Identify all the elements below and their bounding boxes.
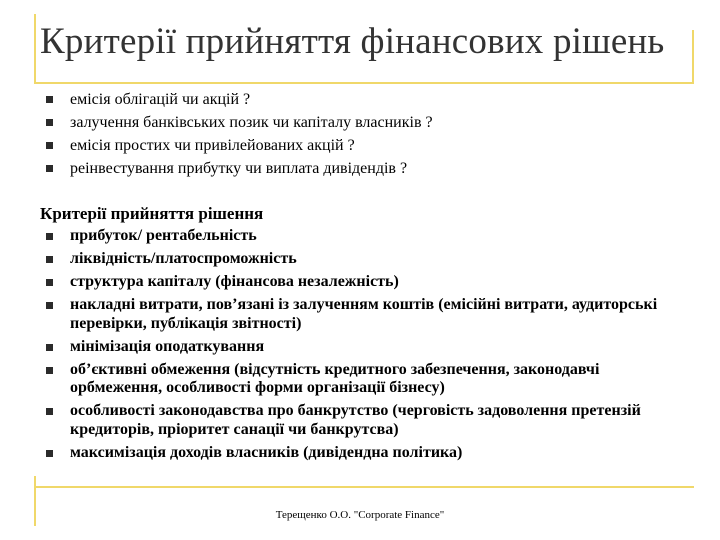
square-bullet-icon	[46, 367, 53, 374]
list-item	[46, 296, 680, 333]
list-item	[46, 250, 680, 269]
frame-line-bottom-horizontal	[34, 486, 694, 488]
frame-line-right	[692, 30, 694, 84]
list-item	[46, 157, 433, 180]
questions-list	[46, 88, 433, 180]
list-item	[46, 111, 433, 134]
criterion-text: мінімізація оподаткування	[70, 337, 265, 355]
frame-line-vertical	[34, 14, 36, 84]
square-bullet-icon	[46, 450, 53, 457]
list-item	[46, 273, 680, 292]
criterion-text: накладні витрати, пов’язані із залученням коштів (емісійні витрати, аудиторські перевірки, публікація звітності)	[70, 296, 658, 332]
list-item	[46, 361, 680, 398]
page-title: Критерії прийняття фінансових рішень	[40, 21, 665, 62]
square-bullet-icon	[46, 165, 53, 172]
question-text: емісія простих чи привілейованих акцій ?	[70, 137, 355, 154]
question-text: реінвестування прибутку чи виплата дивідендів ?	[70, 160, 408, 177]
list-item	[46, 444, 680, 463]
square-bullet-icon	[46, 96, 53, 103]
criteria-heading: Критерії прийняття рішення	[40, 204, 264, 223]
question-text: залучення банківських позик чи капіталу власників ?	[70, 114, 433, 131]
criterion-text: структура капіталу (фінансова незалежність)	[70, 273, 399, 290]
criterion-text: об’єктивні обмеження (відсутність кредитного забезпечення, законодавчі орбмеження, особливості форми організації бізнесу)	[70, 360, 600, 396]
square-bullet-icon	[46, 302, 53, 309]
square-bullet-icon	[46, 408, 53, 415]
criterion-text: ліквідність/платоспроможність	[70, 250, 297, 267]
criterion-text: максимізація доходів власників (дивідендна політика)	[70, 443, 463, 461]
list-item	[46, 134, 433, 157]
criteria-list	[46, 227, 680, 467]
square-bullet-icon	[46, 256, 53, 263]
list-item	[46, 402, 680, 439]
footer-credit: Терещенко О.О. "Corporate Finance"	[275, 509, 445, 521]
square-bullet-icon	[46, 142, 53, 149]
square-bullet-icon	[46, 119, 53, 126]
list-item	[46, 338, 680, 357]
question-text: емісія облігацій чи акцій ?	[70, 91, 251, 108]
square-bullet-icon	[46, 233, 53, 240]
list-item	[46, 227, 680, 246]
square-bullet-icon	[46, 344, 53, 351]
frame-line-horizontal	[34, 82, 694, 84]
criterion-text: особливості законодавства про банкрутство (черговість задоволення претензій кредиторів, пріоритет санації чи банкрутсва)	[70, 402, 641, 438]
square-bullet-icon	[46, 279, 53, 286]
list-item	[46, 88, 433, 111]
criterion-text: прибуток/ рентабельність	[70, 227, 257, 244]
